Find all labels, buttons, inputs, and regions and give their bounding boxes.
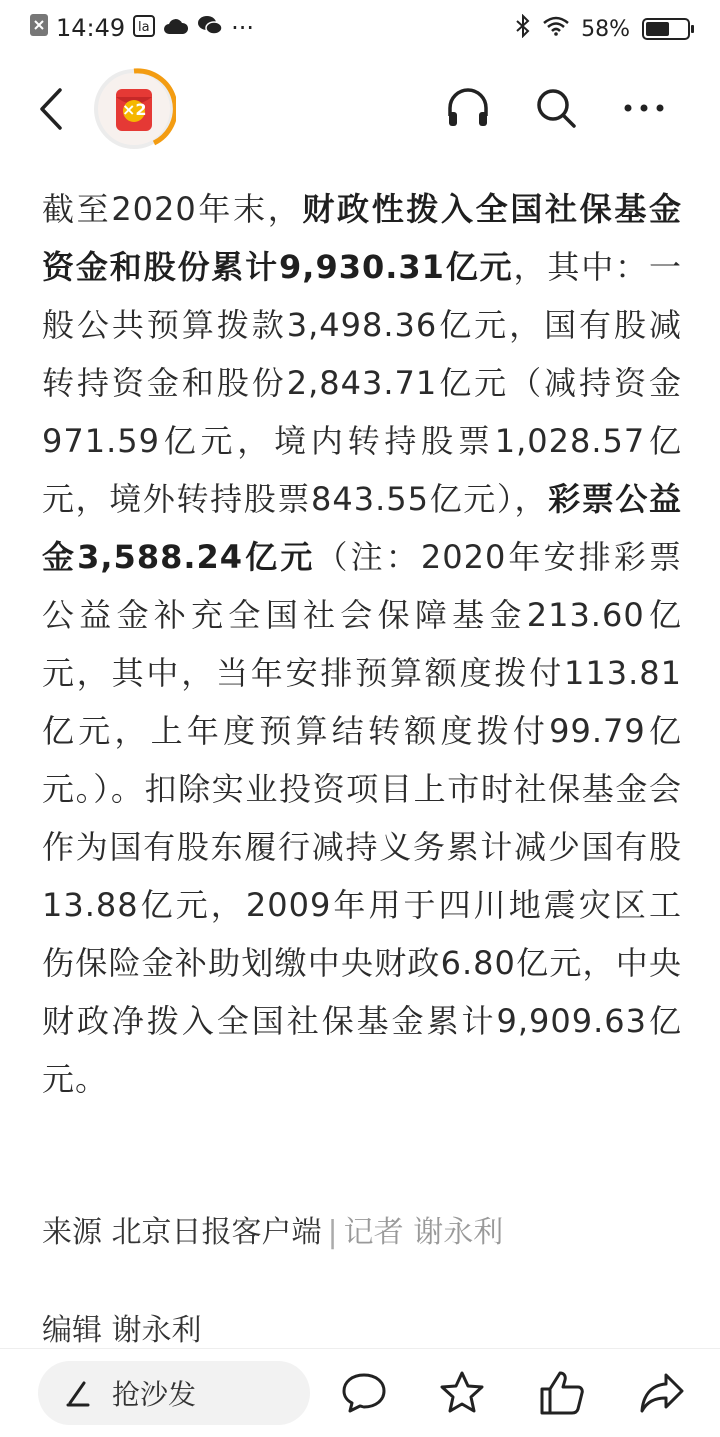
reward-badge[interactable] bbox=[92, 67, 176, 151]
listen-button[interactable] bbox=[444, 84, 492, 132]
article-bold-text: 财政性拨入全国社保基金资金和股份累计9,930.31亿元 bbox=[42, 190, 682, 286]
source-label: 来源 北京日报客户端 bbox=[42, 1215, 322, 1250]
article-text: ，其中：一般公共预算拨款3,498.36亿元，国有股减转持资金和股份2,843.71亿元（减持资金971.59亿元，境内转持股票1,028.57亿元，境外转持股票843.55亿元）， bbox=[42, 248, 682, 518]
search-button[interactable] bbox=[532, 84, 580, 132]
top-nav-bar bbox=[0, 64, 720, 152]
pen-icon bbox=[62, 1377, 94, 1409]
source-separator: | bbox=[327, 1215, 338, 1250]
article-text: 截至2020年末， bbox=[42, 190, 303, 228]
chevron-left-icon bbox=[32, 82, 72, 136]
back-button[interactable] bbox=[32, 82, 72, 136]
wechat-icon bbox=[197, 14, 223, 42]
close-notification-icon bbox=[30, 14, 48, 42]
share-arrow-icon bbox=[638, 1369, 686, 1417]
article-text: （注：2020年安排彩票公益金补充全国社会保障基金213.60亿元，其中，当年安排预算额度拨付113.81亿元，上年度预算结转额度拨付99.79亿元。）。扣除实业投资项目上市时社保基金会作为国有股东履行减持义务累计减少国有股13.88亿元，2009年用于四川地震灾区工伤保险金补助划缴中央财政6.80亿元，中央财政净拨入全国社保基金累计9,909.63亿元。 bbox=[42, 538, 682, 1098]
like-button[interactable] bbox=[538, 1369, 586, 1417]
battery-percent: 58% bbox=[581, 16, 630, 42]
share-button[interactable] bbox=[638, 1369, 686, 1417]
status-more: ··· bbox=[231, 14, 255, 42]
wifi-icon bbox=[543, 16, 569, 42]
editor-label: 编辑 谢永利 bbox=[42, 1313, 202, 1348]
status-time: 14:49 bbox=[56, 14, 126, 42]
bottom-action-bar bbox=[0, 1348, 720, 1437]
comments-button[interactable] bbox=[340, 1369, 388, 1417]
search-icon bbox=[532, 84, 580, 132]
more-options-button[interactable] bbox=[620, 84, 668, 132]
star-icon bbox=[438, 1369, 486, 1417]
comment-input[interactable] bbox=[38, 1361, 310, 1425]
thumbs-up-icon bbox=[538, 1369, 586, 1417]
app-notification-icon bbox=[133, 15, 155, 42]
article-body bbox=[42, 180, 682, 1108]
svg-text:la: la bbox=[138, 19, 150, 35]
battery-icon bbox=[642, 18, 690, 40]
article-source-line bbox=[42, 1207, 503, 1251]
badge-multiplier: ×2 bbox=[122, 100, 147, 119]
bluetooth-icon bbox=[515, 14, 531, 44]
reporter-label: 记者 谢永利 bbox=[343, 1215, 504, 1250]
headphones-icon bbox=[444, 84, 492, 132]
more-dots-icon bbox=[620, 84, 668, 132]
cloud-icon bbox=[163, 14, 189, 42]
favorite-button[interactable] bbox=[438, 1369, 486, 1417]
comment-bubble-icon bbox=[340, 1369, 388, 1417]
comment-placeholder: 抢沙发 bbox=[112, 1378, 197, 1411]
status-bar bbox=[0, 0, 720, 64]
article-bold-text: 彩票公益金3,588.24亿元 bbox=[42, 480, 682, 576]
